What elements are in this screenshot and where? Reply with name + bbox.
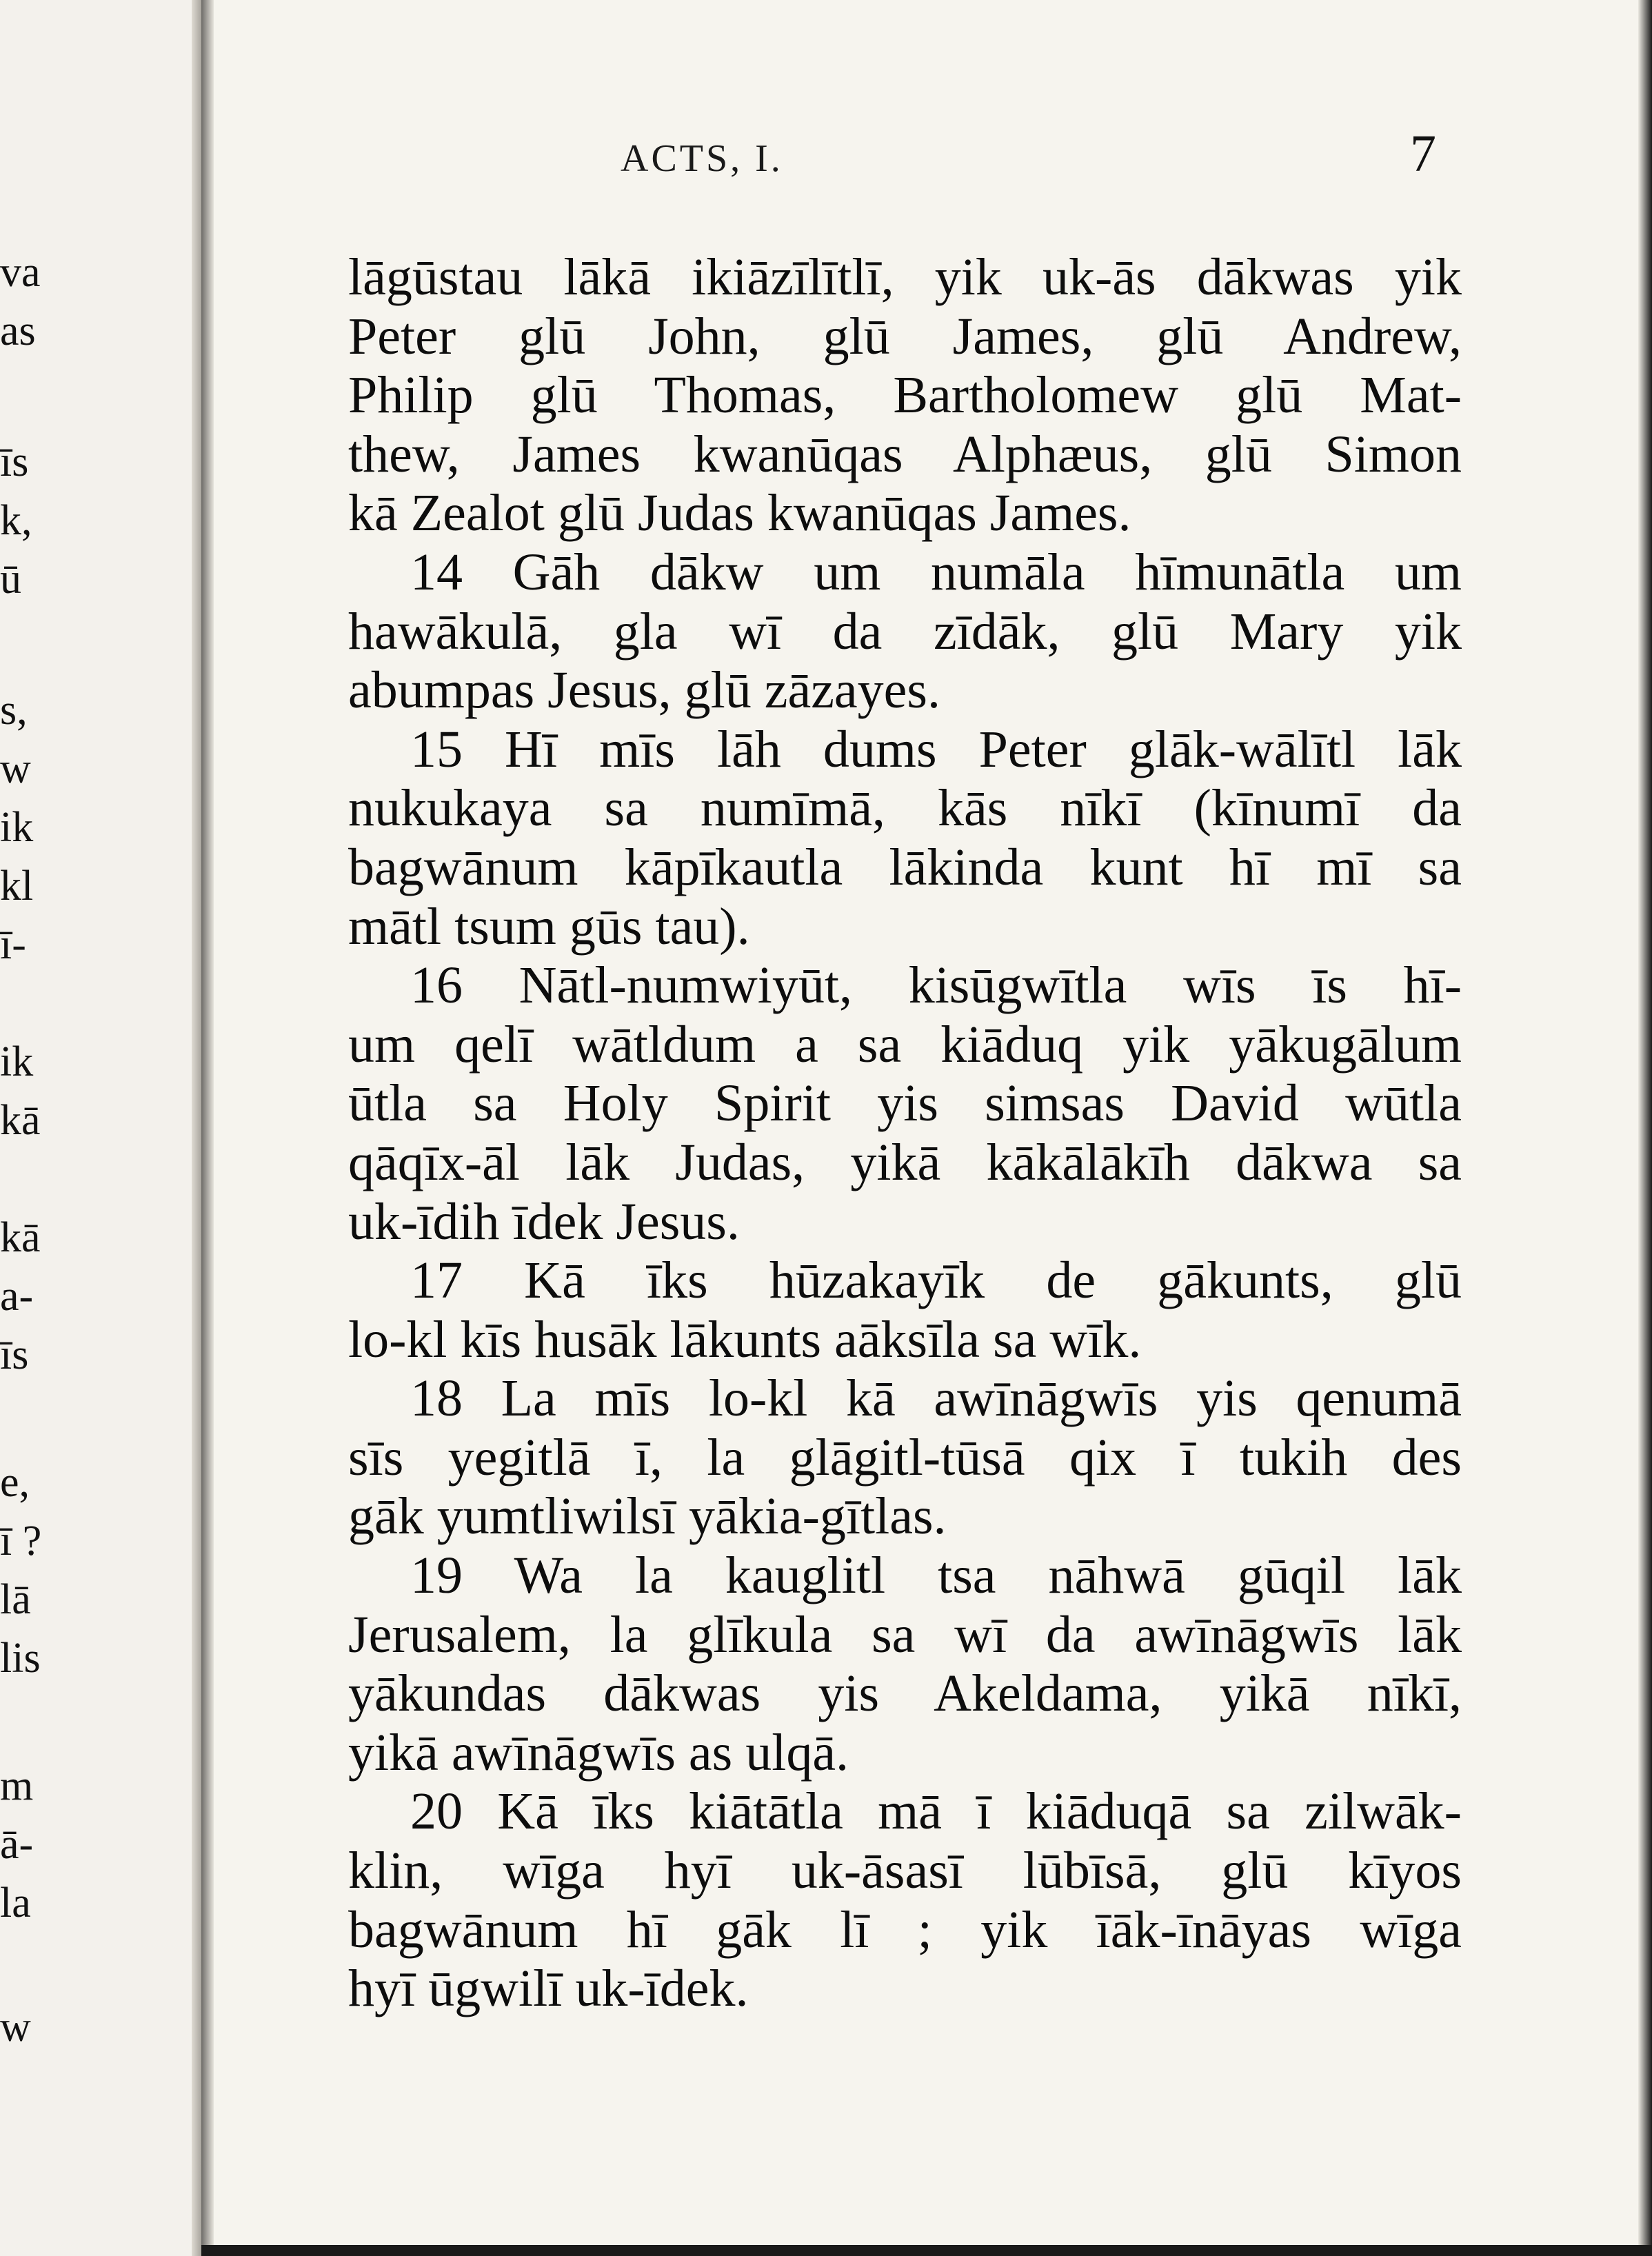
- left-page-fragment: lā: [0, 1576, 31, 1623]
- text-line: hawākulā, gla wī da zīdāk, glū Mary yik: [348, 602, 1462, 661]
- verse-18-start: 18 La mīs lo-kl kā awīnāgwīs yis qenumā: [410, 1369, 1462, 1428]
- page-number: 7: [1410, 125, 1436, 183]
- left-page-fragment: as: [0, 308, 36, 354]
- left-page-fragment: lis: [0, 1635, 41, 1682]
- text-line: lāgūstau lākā ikiāzīlītlī, yik uk-ās dākwas yik: [348, 248, 1462, 306]
- text-line: qāqīx-āl lāk Judas, yikā kākālākīh dākwa sa: [348, 1133, 1462, 1191]
- left-page-fragment: ī-: [0, 921, 26, 968]
- left-page-fragment: w: [0, 2004, 31, 2051]
- verse-15-start: 15 Hī mīs lāh dums Peter glāk-wālītl lāk: [410, 720, 1462, 778]
- running-head: ACTS, I.: [621, 137, 783, 180]
- left-page-fragment: a-: [0, 1273, 34, 1320]
- left-page-fragment: e,: [0, 1459, 30, 1506]
- left-page-fragment: ā-: [0, 1821, 34, 1868]
- text-line: klin, wīga hyī uk-āsasī lūbīsā, glū kīyos: [348, 1842, 1462, 1900]
- scan-bottom-edge: [201, 2245, 1652, 2256]
- left-page-edge: [0, 0, 201, 2256]
- left-page-fragment: kā: [0, 1097, 41, 1144]
- left-page-fragment: k,: [0, 497, 32, 544]
- text-line: thew, James kwanūqas Alphæus, glū Simon: [348, 425, 1462, 483]
- verse-14-start: 14 Gāh dākw um numāla hīmunātla um: [410, 543, 1462, 601]
- left-page-fragment: va: [0, 249, 41, 296]
- left-page-fragment: ū: [0, 556, 21, 603]
- text-line: abumpas Jesus, glū zāzayes.: [348, 661, 940, 720]
- verse-19-start: 19 Wa la kauglitl tsa nāhwā gūqil lāk: [410, 1547, 1462, 1605]
- text-line: Peter glū John, glū James, glū Andrew,: [348, 307, 1462, 365]
- text-line: ūtla sa Holy Spirit yis simsas David wūtla: [348, 1074, 1462, 1133]
- left-page-fragment: īs: [0, 439, 29, 485]
- left-page-fragment: ik: [0, 804, 34, 851]
- left-page-fragment: s,: [0, 687, 28, 734]
- text-line: sīs yegitlā ī, la glāgitl-tūsā qix ī tukih des: [348, 1428, 1462, 1487]
- text-line: kā Zealot glū Judas kwanūqas James.: [348, 484, 1131, 543]
- verse-16-start: 16 Nātl-numwiyūt, kisūgwītla wīs īs hī-: [410, 956, 1462, 1015]
- text-line: mātl tsum gūs tau).: [348, 897, 750, 956]
- verse-20-start: 20 Kā īks kiātātla mā ī kiāduqā sa zilwāk-: [410, 1782, 1462, 1841]
- text-line: yikā awīnāgwīs as ulqā.: [348, 1723, 849, 1782]
- text-line: gāk yumtliwilsī yākia-gītlas.: [348, 1487, 947, 1546]
- left-page-fragment: kl: [0, 863, 34, 909]
- left-page-fragment: w: [0, 745, 31, 792]
- text-line: Philip glū Thomas, Bartholomew glū Mat-: [348, 366, 1462, 425]
- text-line: yākundas dākwas yis Akeldama, yikā nīkī,: [348, 1664, 1462, 1723]
- text-line: lo-kl kīs husāk lākunts aāksīla sa wīk.: [348, 1310, 1142, 1369]
- text-line: bagwānum kāpīkautla lākinda kunt hī mī sa: [348, 838, 1462, 896]
- text-line: um qelī wātldum a sa kiāduq yik yākugālum: [348, 1015, 1462, 1074]
- verse-17-start: 17 Kā īks hūzakayīk de gākunts, glū: [410, 1251, 1462, 1310]
- left-page-fragment: ik: [0, 1038, 34, 1085]
- left-page-fragment: īs: [0, 1331, 29, 1378]
- left-page-fragment: la: [0, 1880, 31, 1926]
- page-edge-shadow: [201, 0, 214, 2256]
- left-page-fragment: ī ?: [0, 1518, 42, 1564]
- text-line: nukukaya sa numīmā, kās nīkī (kīnumī da: [348, 779, 1462, 838]
- left-page-fragment: kā: [0, 1214, 41, 1261]
- left-page-fragment: m: [0, 1762, 34, 1809]
- text-line: hyī ūgwilī uk-īdek.: [348, 1960, 749, 2018]
- text-line: uk-īdih īdek Jesus.: [348, 1192, 740, 1251]
- text-line: Jerusalem, la glīkula sa wī da awīnāgwīs lāk: [348, 1605, 1462, 1664]
- book-gutter: [192, 0, 201, 2256]
- body-text: [348, 248, 1462, 2019]
- text-line: bagwānum hī gāk lī ; yik īāk-īnāyas wīga: [348, 1900, 1462, 1959]
- scan-right-edge: [1638, 0, 1652, 2256]
